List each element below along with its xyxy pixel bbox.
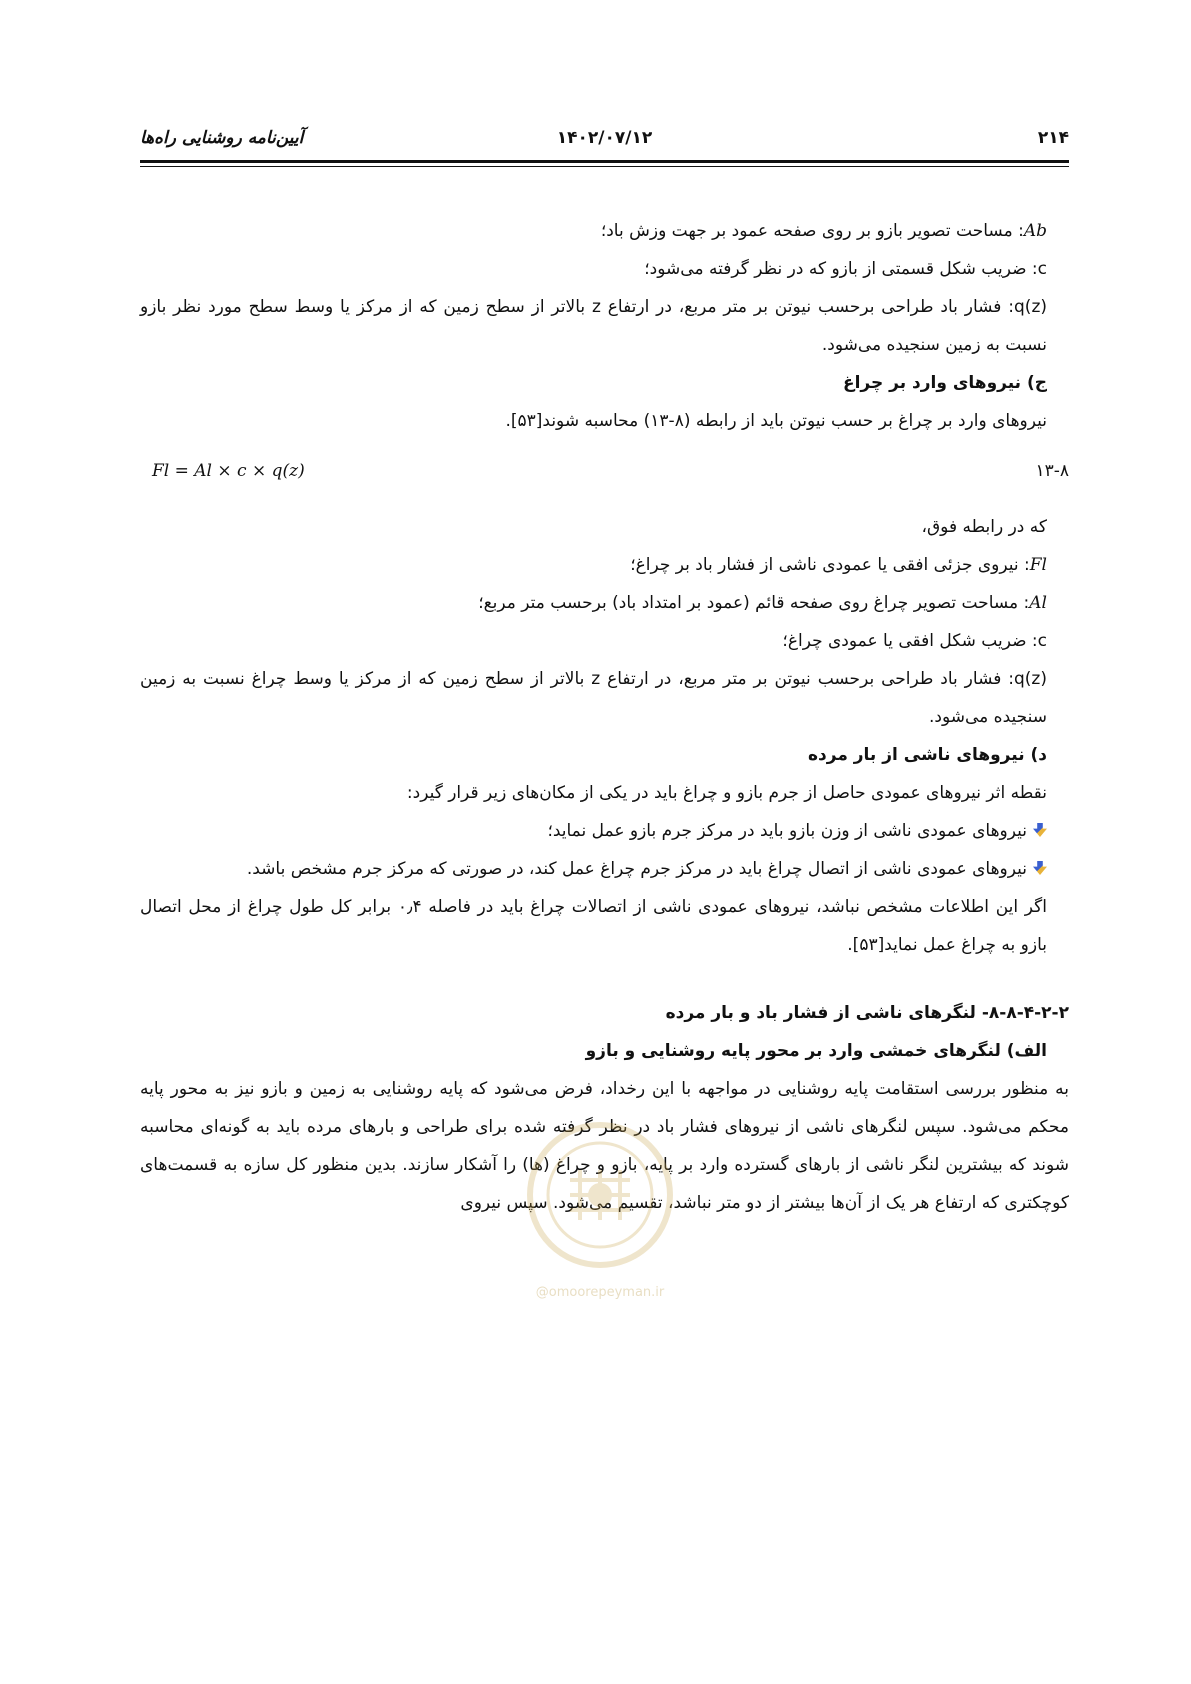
definition-text: : فشار باد طراحی برحسب نیوتن بر متر مربع، در ارتفاع z بالاتر از سطح زمین که از مرکز یا وسط سطح مورد نظر بازو نسبت به زمین سنجیده می‌شود. [140, 297, 1047, 355]
symbol-qz: q(z) [1014, 669, 1047, 689]
heading-forces-on-luminaire: ج) نیروهای وارد بر چراغ [842, 373, 1047, 393]
definition-text: : مساحت تصویر چراغ روی صفحه قائم (عمود بر امتداد باد) برحسب متر مربع؛ [478, 593, 1030, 613]
definition-c2 [140, 622, 1069, 660]
definition-text: : مساحت تصویر بازو بر روی صفحه عمود بر جهت وزش باد؛ [600, 221, 1024, 241]
book-title: آیین‌نامه روشنایی راه‌ها [140, 128, 304, 148]
definition-al [140, 584, 1069, 622]
header-rule-thick [140, 160, 1069, 163]
heading-bending-moments: الف) لنگرهای خمشی وارد بر محور پایه روشنایی و بازو [585, 1041, 1047, 1061]
list-item-text: نیروهای عمودی ناشی از وزن بازو باید در مرکز جرم بازو عمل نماید؛ [547, 821, 1027, 841]
list-item-text: نیروهای عمودی ناشی از اتصال چراغ باید در مرکز جرم چراغ عمل کند، در صورتی که مرکز جرم مشخص باشد. [246, 859, 1027, 879]
arrow-bullet-icon [1033, 861, 1047, 875]
symbol-c: c [1037, 259, 1047, 279]
arrow-bullet-icon [1033, 823, 1047, 837]
page-number: ۲۱۴ [1037, 128, 1069, 148]
definition-ab [140, 212, 1069, 250]
header-rule-thin [140, 166, 1069, 167]
where-clause: که در رابطه فوق، [921, 517, 1047, 537]
header-date: ۱۴۰۲/۰۷/۱۲ [556, 128, 653, 148]
symbol-al: Al [1029, 593, 1047, 613]
definition-qz [140, 288, 1069, 364]
paragraph-forces-on-luminaire: نیروهای وارد بر چراغ بر حسب نیوتن باید از رابطه (۸-۱۳) محاسبه شوند[۵۳]. [505, 411, 1047, 431]
paragraph-dead-load: نقطه اثر نیروهای عمودی حاصل از جرم بازو و چراغ باید در یکی از مکان‌های زیر قرار گیرد: [406, 783, 1047, 803]
paragraph-bending-moments: به منظور بررسی استقامت پایه روشنایی در مواجهه با این رخداد، فرض می‌شود که پایه روشنایی به زمین و بازو نیز به محور پایه محکم می‌شود. سپس لنگرهای ناشی از نیروهای فشار باد در نظر گرفته شده برای طراحی و بارهای مرده باید به گونه‌ای محاسبه شوند که بیشترین لنگر ناشی از بارهای گسترده وارد بر پایه، بازو و چراغ (ها) را آشکار سازند. بدین منظور کل سازه به قسمت‌های کوچکتری که ارتفاع هر یک از آن‌ها بیشتر از دو متر نباشد، تقسیم می‌شود. سپس نیروی [140, 1079, 1069, 1213]
watermark-text: @omoorepeyman.ir [535, 1285, 665, 1300]
definition-fl [140, 546, 1069, 584]
list-item [140, 812, 1069, 850]
equation-number: ۱۳-۸ [1035, 461, 1069, 481]
definition-text: : نیروی جزئی افقی یا عمودی ناشی از فشار باد بر چراغ؛ [630, 555, 1030, 575]
symbol-c: c [1037, 631, 1047, 651]
page-header [140, 128, 1069, 158]
definition-text: : ضریب شکل افقی یا عمودی چراغ؛ [782, 631, 1038, 651]
list-item [140, 850, 1069, 888]
symbol-ab: Ab [1023, 221, 1047, 241]
section-heading: ۸-۸-۴-۲-۲- لنگرهای ناشی از فشار باد و بار مرده [665, 1003, 1069, 1023]
definition-c [140, 250, 1069, 288]
symbol-qz: q(z) [1014, 297, 1047, 317]
heading-dead-load: د) نیروهای ناشی از بار مرده [807, 745, 1047, 765]
list-item-continuation: اگر این اطلاعات مشخص نباشد، نیروهای عمودی ناشی از اتصالات چراغ باید در فاصله ۰٫۴ برابر کل طول چراغ از محل اتصال بازو به چراغ عمل نماید[۵۳]. [140, 897, 1047, 955]
page-body [140, 212, 1069, 1222]
definition-text: : فشار باد طراحی برحسب نیوتن بر متر مربع، در ارتفاع z بالاتر از سطح زمین که از مرکز یا وسط چراغ نسبت به زمین سنجیده می‌شود. [140, 669, 1047, 727]
definition-qz2 [140, 660, 1069, 736]
equation-block [140, 452, 1069, 490]
symbol-fl: Fl [1029, 555, 1047, 575]
equation: Fl = Al × c × q(z) [152, 461, 305, 481]
definition-text: : ضریب شکل قسمتی از بازو که در نظر گرفته می‌شود؛ [644, 259, 1038, 279]
